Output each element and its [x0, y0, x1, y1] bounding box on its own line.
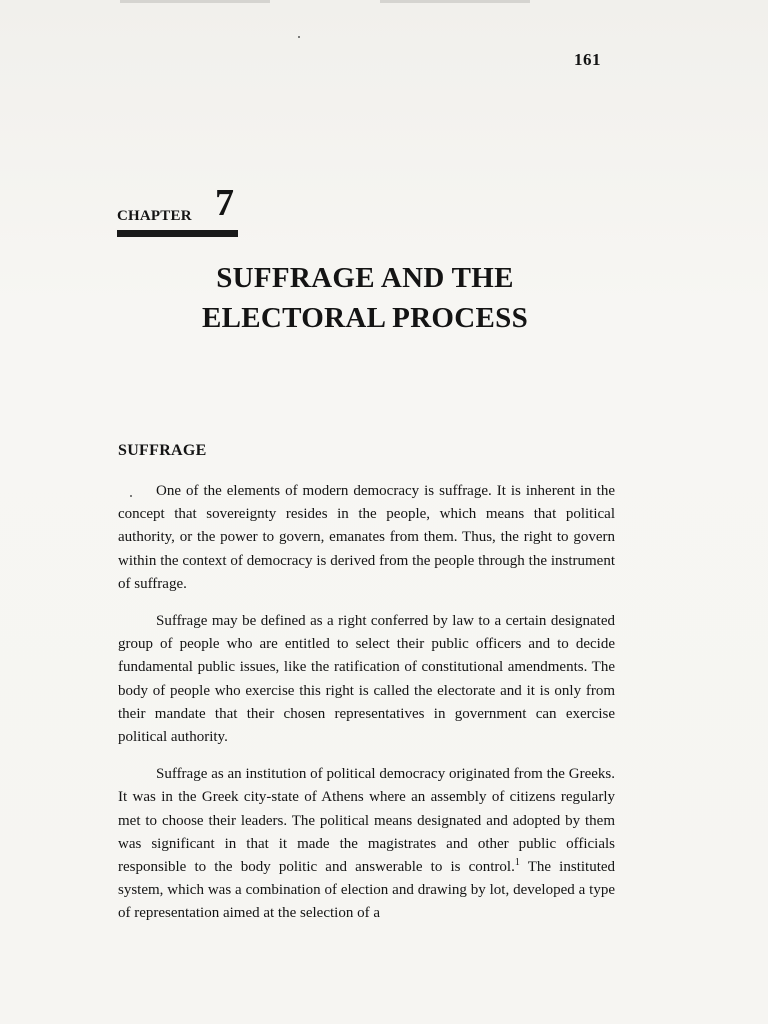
- chapter-title-line-2: ELECTORAL PROCESS: [201, 302, 529, 334]
- page-number: 161: [574, 50, 601, 69]
- paragraph-text: Suffrage as an institution of political democracy originated from the Greeks. It was in the Greek city-state of Athens where an assembly of citizens regularly met to choose their leaders. The political means designated and adopted by them was significant in that it made the magistrates and other public officials responsible to the body politic and answerable to is control.: [118, 766, 615, 876]
- paragraph: [118, 763, 615, 925]
- chapter-title-line-1: SUFFRAGE AND THE: [216, 262, 514, 294]
- paragraph: Suffrage may be defined as a right conferred by law to a certain designated group of people who are entitled to select their public officers and to decide fundamental public issues, like the ratification of constitutional amendments. The body of people who exercise this right is called the electorate and it is only from their mandate that their chosen representatives in government can exercise political authority.: [118, 613, 615, 746]
- paragraph-text: The instituted system, which was a combination of election and drawing by lot, developed a type of representation aimed at the selection of a: [118, 859, 616, 922]
- chapter-heading: [117, 182, 240, 242]
- scan-edge-mark: [380, 0, 530, 3]
- paragraph: One of the elements of modern democracy is suffrage. It is inherent in the concept that sovereignty resides in the people, which means that political authority, or the power to govern, emanates from them. Thus, the right to govern within the context of democracy is derived from the people through the instrument of suffrage.: [118, 483, 615, 592]
- chapter-rule: [117, 230, 238, 237]
- scan-speck: [298, 36, 300, 38]
- chapter-label: CHAPTER: [117, 208, 192, 224]
- body-text: [118, 480, 615, 940]
- chapter-number: 7: [215, 182, 234, 224]
- section-heading: SUFFRAGE: [118, 442, 207, 459]
- scan-edge-mark: [120, 0, 270, 3]
- chapter-title: [110, 258, 620, 338]
- footnote-marker: 1: [514, 857, 520, 869]
